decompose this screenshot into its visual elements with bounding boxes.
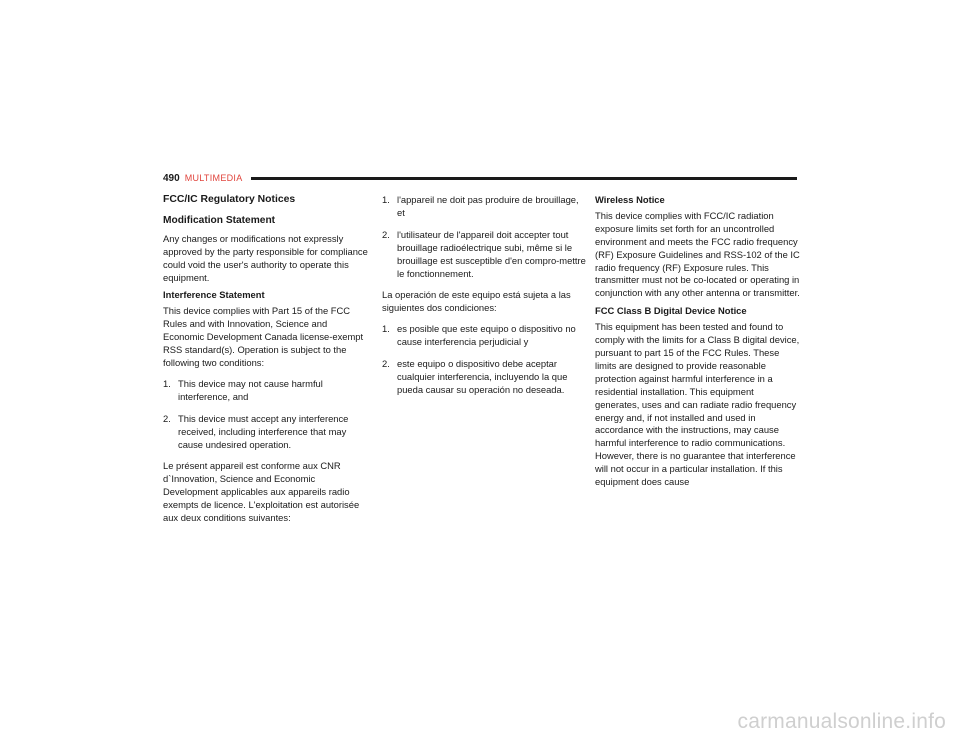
list-number: 1. [382, 323, 390, 335]
header-rule [251, 177, 797, 180]
interference-text: This device complies with Part 15 of the FCC Rules and with Innovation, Science and Economic Development Canada license-exempt RSS standard(s). Operation is subject to the following two conditions: [163, 305, 364, 368]
wireless-heading: Wireless Notice [595, 194, 665, 205]
list-item [163, 413, 368, 452]
modification-text: Any changes or modifications not expressly approved by the party responsible for compliance could void the user's authority to operate this equipment. [163, 232, 368, 283]
column-2 [382, 194, 587, 406]
spanish-conditions-list [382, 323, 587, 397]
interference-conditions-list [163, 378, 368, 452]
column-3 [595, 194, 800, 494]
list-text: este equipo o dispositivo debe aceptar cualquier interferencia, incluyendo la que pueda causar su operación no deseada. [397, 358, 568, 395]
class-b-heading: FCC Class B Digital Device Notice [595, 305, 747, 317]
section-title: MULTIMEDIA [184, 173, 243, 183]
list-text: This device must accept any interference received, including interference that may cause undesired operation. [178, 412, 349, 450]
list-item [382, 323, 587, 349]
column-1 [163, 194, 368, 530]
list-number: 2. [382, 358, 390, 370]
list-number: 2. [382, 228, 390, 240]
list-item [382, 358, 587, 397]
list-text: es posible que este equipo o dispositivo no cause interferencia perjudicial y [397, 323, 576, 348]
interference-heading: Interference Statement [163, 289, 265, 301]
list-text: l'utilisateur de l'appareil doit accepter tout brouillage radioélectrique subi, même si le brouillage est susceptible d'en compro-mettre le fonctionnement. [397, 228, 586, 279]
modification-heading: Modification Statement [163, 214, 276, 226]
notices-title: FCC/IC Regulatory Notices [163, 194, 296, 205]
list-item [382, 194, 587, 220]
watermark: carmanualsonline.info [737, 710, 946, 733]
list-text: This device may not cause harmful interference, and [178, 377, 323, 402]
french-conditions-list [382, 194, 587, 280]
page-number: 490 [163, 172, 180, 184]
spanish-statement: La operación de este equipo está sujeta a las siguientes dos condiciones: [382, 289, 571, 314]
list-text: l'appareil ne doit pas produire de brouillage, et [397, 194, 579, 218]
list-item [382, 229, 587, 281]
wireless-text: This device complies with FCC/IC radiation exposure limits set forth for an uncontrolled environment and meets the FCC radio frequency (RF) Exposure Guidelines and RSS-102 of the IC radio frequency (RF) Exposure rules. This transmitter must not be co-located or operating in conjunction with any other antenna or transmitter. [595, 209, 800, 299]
class-b-text: This equipment has been tested and found to comply with the limits for a Class B digital device, pursuant to part 15 of the FCC Rules. These limits are designed to provide reasonable protection against harmful interference in a residential installation. This equipment generates, uses and can radiate radio frequency energy and, if not installed and used in accordance with the instructions, may cause harmful interference to radio communications. However, there is no guarantee that interference will not occur in a particular installation. If this equipment does cause [595, 321, 800, 488]
list-number: 1. [382, 194, 390, 205]
french-statement: Le présent appareil est conforme aux CNR d`Innovation, Science and Economic Development applicables aux appareils radio exempts de licence. L'exploitation est autorisée aux deux conditions suivantes: [163, 460, 360, 524]
list-number: 2. [163, 412, 171, 424]
page-header [163, 171, 797, 185]
list-number: 1. [163, 377, 171, 389]
list-item [163, 378, 368, 404]
